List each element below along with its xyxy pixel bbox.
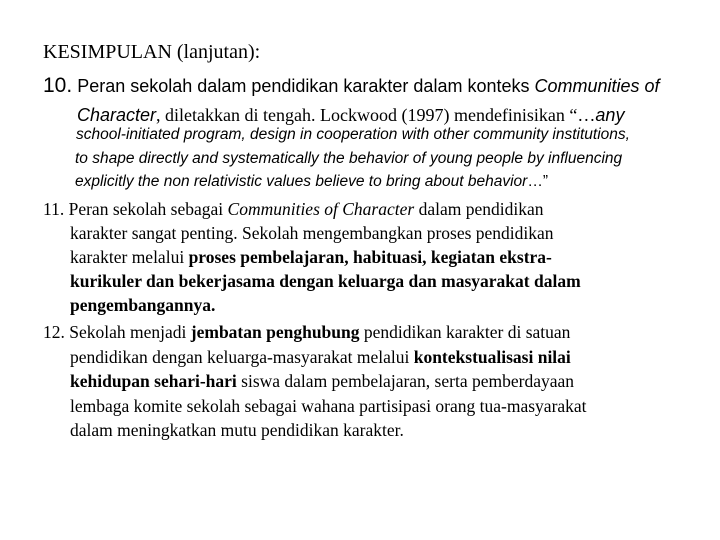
item-11-line-2: karakter sangat penting. Sekolah mengembangkan proses pendidikan [70,223,554,243]
item-12-line-1: 12. Sekolah menjadi jembatan penghubung pendidikan karakter di satuan [43,322,571,342]
item-number: 11. [43,199,65,219]
item-10-quote-line-3: explicitly the non relativistic values believe to bring about behavior…” [75,173,549,190]
item-11-line-1: 11. Peran sekolah sebagai Communities of Character dalam pendidikan [43,199,544,219]
item-number: 12. [43,322,65,342]
item-11-line-5: pengembangannya. [70,295,216,315]
item-12-line-3: kehidupan sehari-hari siswa dalam pembelajaran, serta pemberdayaan [70,371,574,391]
slide-title: KESIMPULAN (lanjutan): [43,41,261,63]
item-10-line-1: 10. Peran sekolah dalam pendidikan karakter dalam konteks Communities of [43,74,660,97]
item-11-line-4: kurikuler dan bekerjasama dengan keluarga dan masyarakat dalam [70,271,581,291]
item-number: 10. [43,74,73,97]
item-10-quote-line-2: to shape directly and systematically the behavior of young people by influencing [75,150,623,167]
item-12-line-5: dalam meningkatkan mutu pendidikan karakter. [70,420,404,440]
item-11-line-3: karakter melalui proses pembelajaran, habituasi, kegiatan ekstra- [70,247,552,267]
item-12-line-4: lembaga komite sekolah sebagai wahana partisipasi orang tua-masyarakat [70,396,587,416]
item-12-line-2: pendidikan dengan keluarga-masyarakat melalui kontekstualisasi nilai [70,347,571,367]
item-10-line-2: Character, diletakkan di tengah. Lockwood (1997) mendefinisikan “…any [77,105,625,125]
item-10-quote-line-1: school-initiated program, design in cooperation with other community institutions, [76,126,630,143]
